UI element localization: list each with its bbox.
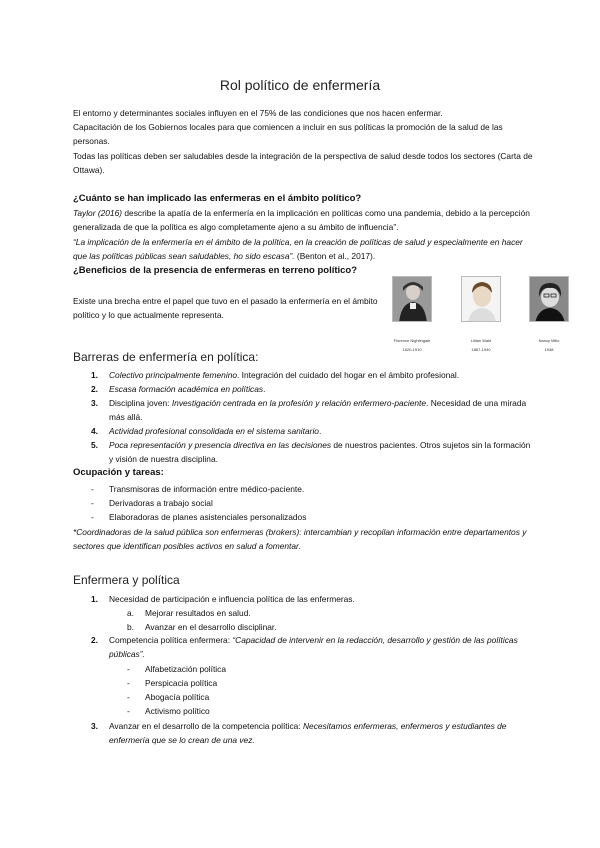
competence-1: Alfabetización política <box>145 664 227 674</box>
section-1-quote <box>73 235 533 263</box>
barrier-3 <box>109 396 534 424</box>
portrait-nightingale <box>392 276 432 322</box>
caption-milio-name: Nancy Milio <box>538 338 560 343</box>
competence-3: Abogacía política <box>145 692 210 702</box>
competence-4: Activismo político <box>145 706 210 716</box>
dash-marker: - <box>127 664 130 674</box>
item-3-lead: Avanzar en el desarrollo de la competencia política: <box>109 721 303 731</box>
quote-text: “La implicación de la enfermería en el ámbito de la política, en la creación de políticas de salud y especialmente en hacer que las políticas públicas sean saludables, ho sido escasa”. <box>73 237 523 262</box>
item-3 <box>109 719 534 747</box>
barrier-3-number: 3. <box>91 398 98 408</box>
item-2 <box>109 633 534 661</box>
item-2-number: 2. <box>91 635 98 645</box>
section-1-heading: ¿Cuánto se han implicado las enfermeras en el ámbito político? <box>73 193 362 204</box>
barrier-2-text: . <box>263 384 266 394</box>
task-3: Elaboradoras de planes asistenciales personalizados <box>109 512 307 522</box>
section-1-text: describe la apatía de la enfermería en la implicación en políticas como una pandemia, debido a la percepción generalizada de que la política es algo completamente ajeno a su ámbito de influencia”. <box>73 208 530 233</box>
section-1-paragraph <box>73 206 533 234</box>
item-2-lead: Competencia política enfermera: <box>109 635 233 645</box>
barrier-4-text: . <box>318 426 322 436</box>
item-2-emphasis: “Capacidad de intervenir en la redacción, desarrollo y gestión de las políticas públicas”. <box>109 635 518 660</box>
item-1a-marker: a. <box>127 608 134 618</box>
barrier-5-number: 5. <box>91 440 98 450</box>
section-2-heading: ¿Beneficios de la presencia de enfermeras en terreno político? <box>73 265 358 276</box>
dash-marker: - <box>91 498 94 508</box>
barrier-3-text: . Necesidad de una mirada más allá. <box>109 398 527 423</box>
person-icon <box>393 277 432 322</box>
dash-marker: - <box>91 512 94 522</box>
caption-wald-years: 1867-1940 <box>471 347 491 352</box>
caption-nightingale-years: 1820-1910 <box>402 347 422 352</box>
caption-nightingale-name: Florence Nightingale <box>393 338 431 343</box>
brokers-note: *Coordinadoras de la salud pública son enfermeras (brokers): intercambian y recopilan información entre departamentos y sectores que identifican posibles activos en salud a fomentar. <box>73 527 527 552</box>
barrier-1-text: . Integración del cuidado del hogar en el ámbito profesional. <box>237 370 460 380</box>
dash-marker: - <box>91 484 94 494</box>
item-1b-marker: b. <box>127 622 134 632</box>
intro-line-3: Todas las políticas deben ser saludables desde la integración de la perspectiva de salud desde todos los sectores (Carta de Ottawa). <box>73 151 533 176</box>
caption-milio-years: 1938 <box>544 347 554 352</box>
intro-line-2: Capacitación de los Gobiernos locales para que comiencen a incluir en sus políticas la promoción de la salud de las personas. <box>73 122 503 147</box>
barrier-4-number: 4. <box>91 426 98 436</box>
item-1a: Mejorar resultados en salud. <box>145 608 251 618</box>
barrier-4-emphasis: Actividad profesional consolidada en el sistema sanitario <box>109 426 319 436</box>
dash-marker: - <box>127 692 130 702</box>
dash-marker: - <box>127 678 130 688</box>
barrier-2 <box>109 382 534 396</box>
portrait-milio <box>529 276 569 322</box>
page-title: Rol político de enfermería <box>219 77 381 93</box>
occupation-heading: Ocupación y tareas: <box>73 467 164 478</box>
quote-citation: (Benton et al., 2017). <box>294 251 376 262</box>
barrier-1 <box>109 368 534 382</box>
barrier-3-emphasis: Investigación centrada en la profesión y relación enfermero-paciente <box>171 398 427 408</box>
caption-wald-name: Lillian Wald <box>470 338 492 343</box>
dash-marker: - <box>127 706 130 716</box>
section-3-heading: Barreras de enfermería en política: <box>73 350 259 364</box>
item-3-number: 3. <box>91 721 98 731</box>
barrier-1-emphasis: Colectivo principalmente femenino <box>109 370 238 380</box>
task-2: Derivadoras a trabajo social <box>109 498 213 508</box>
section-2-text: Existe una brecha entre el papel que tuvo en el pasado la enfermería en el ámbito político y lo que actualmente representa. <box>73 296 378 321</box>
barrier-2-number: 2. <box>91 384 98 394</box>
competence-2: Perspicacia política <box>145 678 218 688</box>
barrier-5-emphasis: Poca representación y presencia directiva en las decisiones <box>109 440 332 450</box>
barrier-1-number: 1. <box>91 370 98 380</box>
task-1: Transmisoras de información entre médico-paciente. <box>109 484 305 494</box>
person-icon <box>462 277 501 322</box>
intro-line-1: El entorno y determinantes sociales influyen en el 75% de las condiciones que nos hacen enfermar. <box>73 108 443 118</box>
item-3-emphasis: Necesitamos enfermeras, enfermeros y estudiantes de enfermería que se lo crean de una vez. <box>109 721 507 746</box>
barrier-5 <box>109 438 534 466</box>
person-icon <box>530 277 569 322</box>
section-4-heading: Enfermera y política <box>73 573 180 587</box>
item-1-number: 1. <box>91 594 98 604</box>
item-1: Necesidad de participación e influencia política de las enfermeras. <box>109 594 355 604</box>
barrier-2-emphasis: Escasa formación académica en políticas <box>109 384 264 394</box>
item-1b: Avanzar en el desarrollo disciplinar. <box>145 622 277 632</box>
portrait-wald <box>461 276 501 322</box>
barrier-5-text: de nuestros pacientes. Otros sujetos sin la formación y visión de nuestra disciplina. <box>109 440 531 465</box>
barrier-3-lead: Disciplina joven: <box>109 398 172 408</box>
barrier-4 <box>109 424 534 438</box>
author-ref: Taylor (2016) <box>73 208 123 218</box>
